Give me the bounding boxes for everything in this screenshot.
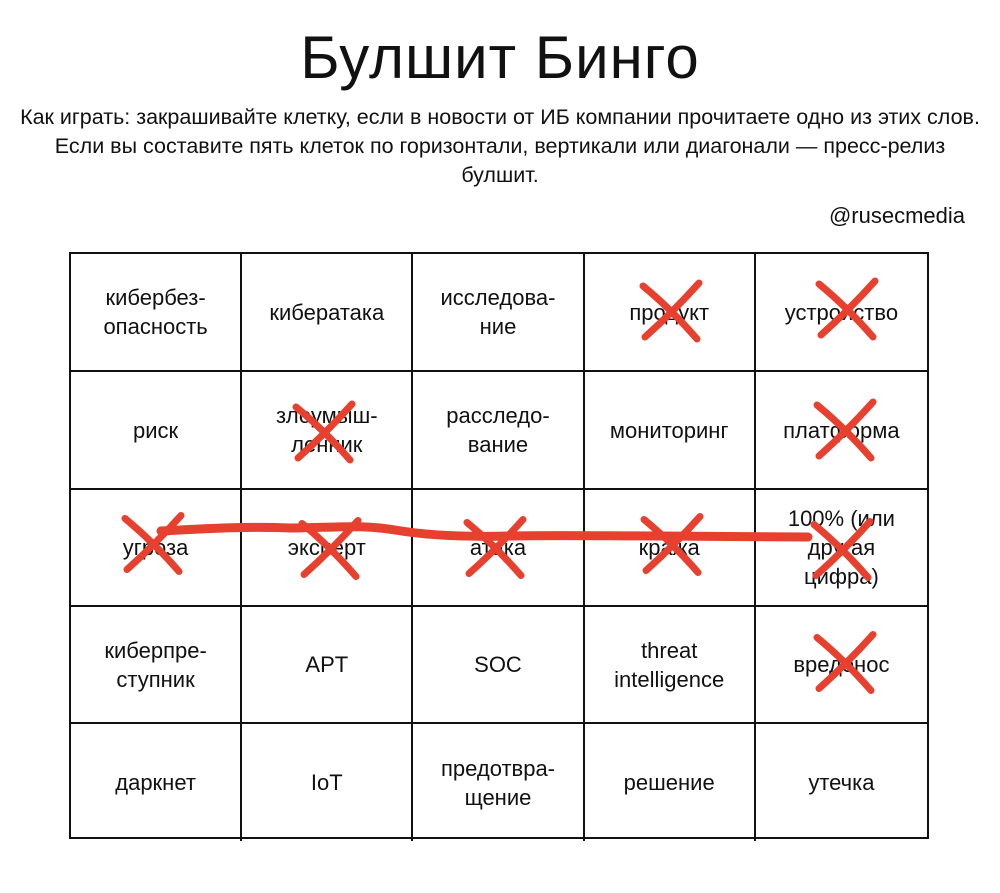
bingo-cell[interactable]: исследова- ние [413,254,584,372]
bingo-cell[interactable]: решение [585,724,756,841]
bingo-cell[interactable]: кибератака [242,254,413,372]
instructions-text: Как играть: закрашивайте клетку, если в новости от ИБ компании прочитаете одно из этих слов. Если вы составите пять клеток по горизонтали, вертикали или диагонали — пресс-релиз булшит. [20,105,980,187]
bingo-cell[interactable]: IoT [242,724,413,841]
bingo-cell[interactable]: продукт [585,254,756,372]
bingo-cell[interactable]: предотвра- щение [413,724,584,841]
bingo-cell[interactable]: 100% (или другая цифра) [756,490,927,607]
bingo-cell[interactable]: атака [413,490,584,607]
bingo-cell[interactable]: кража [585,490,756,607]
bingo-cell[interactable]: угроза [71,490,242,607]
bingo-cell[interactable]: эксперт [242,490,413,607]
author-handle: @rusecmedia [828,203,965,228]
bingo-cell[interactable]: расследо- вание [413,372,584,490]
bingo-cell[interactable]: риск [71,372,242,490]
bingo-cell[interactable]: threat intelligence [585,607,756,724]
bingo-cell[interactable]: кибербез- опасность [71,254,242,372]
bingo-cell[interactable]: киберпре- ступник [71,607,242,724]
bingo-grid [69,252,929,839]
bingo-cell[interactable]: вредонос [756,607,927,724]
bingo-cell[interactable]: APT [242,607,413,724]
bingo-cell[interactable]: злоумыш- ленник [242,372,413,490]
bingo-cell[interactable]: даркнет [71,724,242,841]
bingo-cell[interactable]: утечка [808,770,875,795]
bingo-cell[interactable]: платформа [756,372,927,490]
bingo-cell[interactable]: устройство [756,254,927,372]
bingo-cell[interactable]: SOC [413,607,584,724]
page-title: Булшит Бинго [300,24,700,91]
bingo-cell[interactable]: мониторинг [585,372,756,490]
